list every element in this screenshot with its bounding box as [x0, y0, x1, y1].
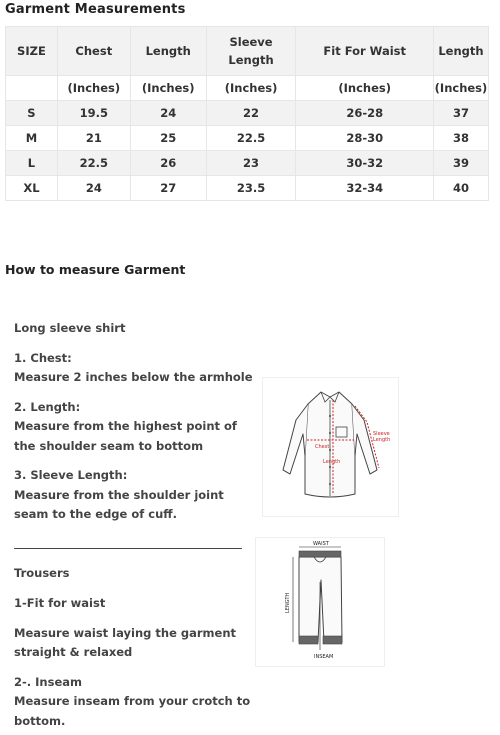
table-row — [6, 126, 489, 151]
table-cell: M — [6, 126, 58, 151]
waist-description-line2: straight & relaxed — [14, 645, 133, 659]
length-title: 2. Length: — [14, 400, 81, 414]
column-header — [206, 27, 296, 76]
shirt-heading: Long sleeve shirt — [14, 321, 126, 335]
table-cell: 22 — [206, 101, 296, 126]
left-cuff-shape — [299, 636, 318, 644]
table-cell: 23.5 — [206, 176, 296, 201]
waist-title: 1-Fit for waist — [14, 596, 106, 610]
shirt-illustration — [263, 378, 398, 516]
unit-cell: (Inches) — [57, 76, 130, 101]
table-cell: 37 — [433, 101, 488, 126]
sleeve-description-line2: seam to the edge of cuff. — [14, 507, 177, 521]
waist-label: WAIST — [313, 541, 329, 547]
table-cell: S — [6, 101, 58, 126]
table-cell: 40 — [433, 176, 488, 201]
table-row — [6, 176, 489, 201]
button-dot — [329, 432, 331, 434]
button-dot — [329, 415, 331, 417]
sleeve-label-line2: Length — [373, 437, 391, 443]
trousers-heading: Trousers — [14, 566, 70, 580]
inseam-title: 2-. Inseam — [14, 675, 83, 689]
table-cell: 22.5 — [57, 151, 130, 176]
length-description-line2: the shoulder seam to bottom — [14, 439, 204, 453]
table-cell: 28-30 — [296, 126, 434, 151]
unit-cell: (Inches) — [296, 76, 434, 101]
column-header: Chest — [57, 27, 130, 76]
waist-description-line1: Measure waist laying the garment — [14, 626, 237, 640]
table-cell: 25 — [130, 126, 206, 151]
length-label: LENGTH — [285, 592, 291, 613]
table-cell: 22.5 — [206, 126, 296, 151]
table-cell: 19.5 — [57, 101, 130, 126]
waistband-shape — [299, 551, 341, 557]
button-dot — [329, 483, 331, 485]
unit-cell — [6, 76, 58, 101]
inseam-description-line2: bottom. — [14, 714, 66, 728]
table-header-row — [6, 27, 489, 76]
table-cell: 38 — [433, 126, 488, 151]
column-header: Length — [433, 27, 488, 76]
table-cell: L — [6, 151, 58, 176]
section-divider — [14, 548, 242, 549]
trousers-shape — [299, 557, 342, 642]
table-row — [6, 101, 489, 126]
button-dot — [329, 466, 331, 468]
table-units-row — [6, 76, 489, 101]
table-cell: 32-34 — [296, 176, 434, 201]
length-label: Length — [323, 459, 341, 465]
column-header: Length — [130, 27, 206, 76]
inseam-label: INSEAM — [314, 654, 334, 660]
column-header: Fit For Waist — [296, 27, 434, 76]
unit-cell: (Inches) — [433, 76, 488, 101]
sleeve-length-header: Sleeve Length — [228, 35, 274, 67]
page-title: Garment Measurements — [5, 2, 186, 17]
table-cell: 27 — [130, 176, 206, 201]
sleeve-title: 3. Sleeve Length: — [14, 468, 128, 482]
chest-label: Chest — [315, 444, 330, 450]
right-cuff-shape — [323, 636, 342, 644]
table-cell: 23 — [206, 151, 296, 176]
table-cell: 26-28 — [296, 101, 434, 126]
table-cell: 39 — [433, 151, 488, 176]
inseam-description-line1: Measure inseam from your crotch to — [14, 694, 251, 708]
table-row — [6, 151, 489, 176]
sleeve-description-line1: Measure from the shoulder joint — [14, 488, 224, 502]
column-header: SIZE — [6, 27, 58, 76]
sleeve-label-line1: Sleeve — [373, 431, 390, 437]
chest-description: Measure 2 inches below the armhole — [14, 370, 253, 384]
table-cell: XL — [6, 176, 58, 201]
table-cell: 30-32 — [296, 151, 434, 176]
table-cell: 24 — [57, 176, 130, 201]
trousers-diagram — [255, 537, 385, 667]
shirt-diagram — [262, 377, 399, 517]
size-chart-table — [5, 26, 489, 201]
left-sleeve-shape — [283, 404, 308, 474]
table-cell: 26 — [130, 151, 206, 176]
section-title: How to measure Garment — [5, 262, 186, 277]
length-description-line1: Measure from the highest point of — [14, 419, 237, 433]
table-cell: 21 — [57, 126, 130, 151]
table-cell: 24 — [130, 101, 206, 126]
trousers-illustration — [256, 538, 384, 666]
unit-cell: (Inches) — [206, 76, 296, 101]
chest-title: 1. Chest: — [14, 351, 72, 365]
unit-cell: (Inches) — [130, 76, 206, 101]
